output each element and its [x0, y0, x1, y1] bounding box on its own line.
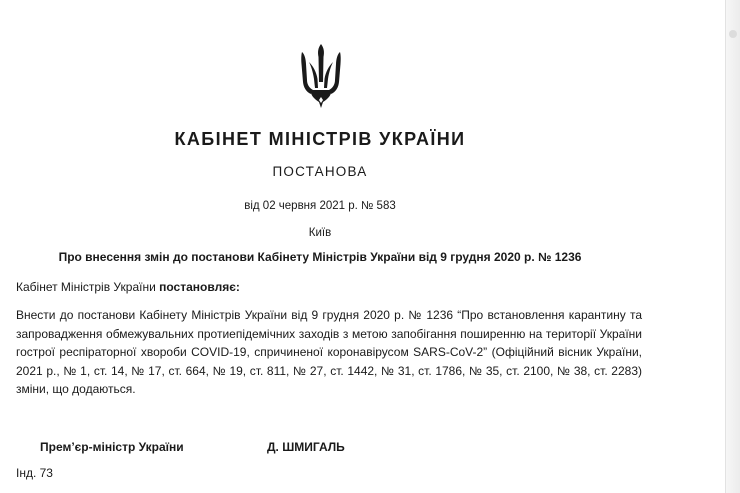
edge-marker	[729, 30, 737, 38]
document-date-number: від 02 червня 2021 р. № 583	[244, 200, 396, 212]
ministry-heading: КАБІНЕТ МІНІСТРІВ УКРАЇНИ	[174, 129, 466, 149]
preamble-subject: Кабінет Міністрів України	[16, 280, 156, 294]
window-edge	[725, 0, 740, 493]
signatory-position: Прем’єр-міністр України	[40, 440, 184, 454]
document-type: ПОСТАНОВА	[272, 164, 368, 179]
body-paragraph: Внести до постанови Кабінету Міністрів України від 9 грудня 2020 р. № 1236 “Про встановлення карантину та запровадження обмежувальних протиепідемічних заходів з метою запобігання поширенню на території України гострої респіраторної хвороби COVID-19, спричиненої коронавірусом SARS-CoV-2” (Офіційний вісник України, 2021 р., № 1, ст. 14, № 17, ст. 664, № 19, ст. 811, № 27, ст. 1442, № 31, ст. 1786, № 35, ст. 2100, № 38, ст. 2283) зміни, що додаються.	[16, 308, 642, 397]
trident-emblem-icon	[299, 42, 343, 112]
preamble	[16, 280, 240, 294]
document-city: Київ	[308, 227, 332, 239]
preamble-verb: постановляє:	[159, 280, 240, 294]
document-title: Про внесення змін до постанови Кабінету Міністрів України від 9 грудня 2020 р. № 1236	[58, 250, 582, 264]
signatory-name: Д. ШМИГАЛЬ	[267, 440, 345, 454]
document-index: Інд. 73	[16, 466, 53, 480]
